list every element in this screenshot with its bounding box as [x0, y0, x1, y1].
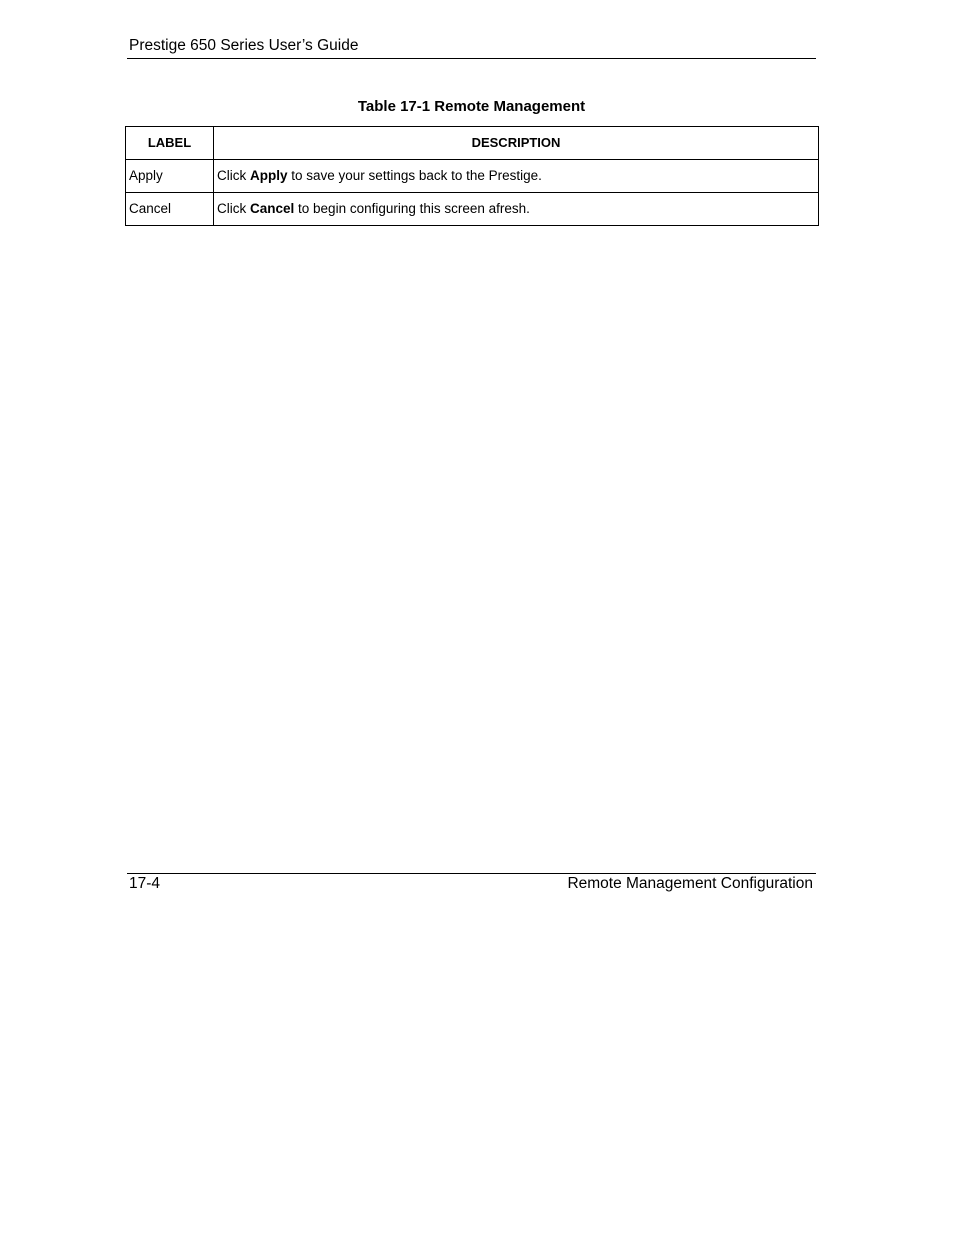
table-caption: Table 17-1 Remote Management — [357, 98, 586, 115]
description-text: to save your settings back to the Prestige. — [287, 168, 542, 183]
footer-rule — [127, 873, 816, 874]
column-header-label: LABEL — [126, 127, 214, 160]
description-text: Click — [217, 168, 250, 183]
description-bold-term: Apply — [250, 168, 288, 183]
header-rule — [127, 58, 816, 59]
page-number: 17-4 — [129, 875, 161, 892]
row-description — [214, 160, 819, 193]
table-header-row — [126, 127, 819, 160]
chapter-title: Remote Management Configuration — [567, 875, 813, 892]
column-header-description: DESCRIPTION — [214, 127, 819, 160]
table-row — [126, 193, 819, 226]
description-text: to begin configuring this screen afresh. — [294, 201, 530, 216]
table-row — [126, 160, 819, 193]
description-text: Click — [217, 201, 250, 216]
remote-management-table — [125, 126, 819, 226]
running-header: Prestige 650 Series User’s Guide — [129, 37, 359, 54]
description-bold-term: Cancel — [250, 201, 295, 216]
row-label: Apply — [126, 160, 214, 193]
row-description — [214, 193, 819, 226]
row-label: Cancel — [126, 193, 214, 226]
